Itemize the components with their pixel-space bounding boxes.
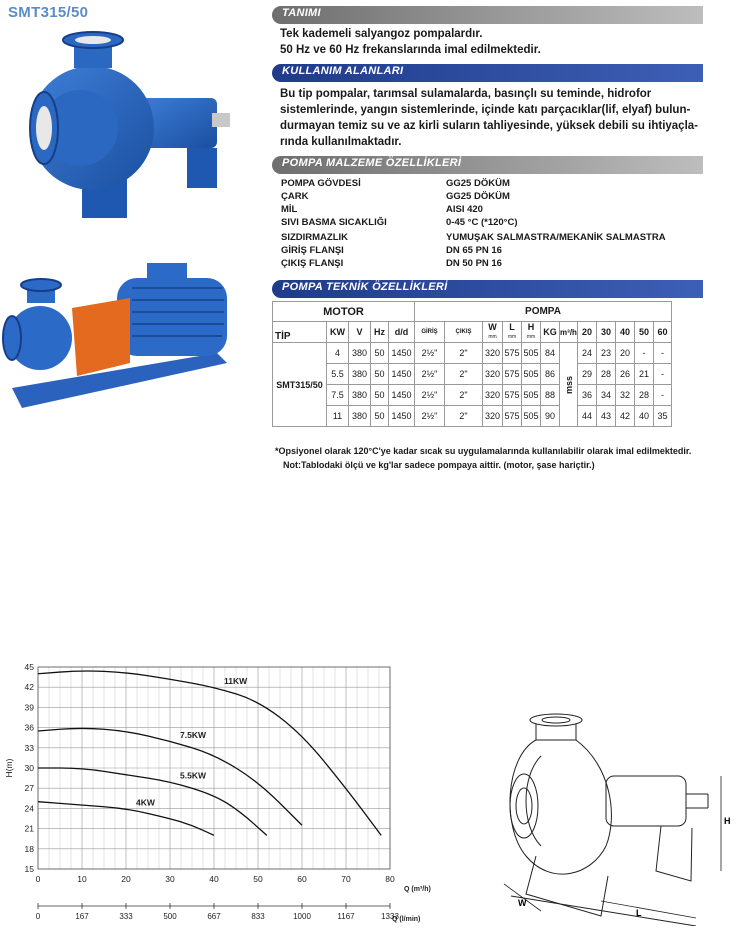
- col-header: [503, 322, 522, 343]
- table-cell: 2½": [415, 364, 445, 385]
- series-label: 4KW: [136, 797, 155, 808]
- table-cell: 28: [597, 364, 616, 385]
- col-header-label: H: [527, 322, 535, 332]
- table-cell: 320: [483, 364, 503, 385]
- dim-w-label: W: [518, 898, 527, 908]
- y-tick-label: 24: [24, 803, 34, 814]
- x2-tick-label: 1000: [293, 912, 311, 921]
- note-optional: *Opsiyonel olarak 120°C'ye kadar sıcak su uygulamalarında kullanılabilir olarak imal edilmektedir.: [275, 446, 692, 456]
- flow-value: 50: [635, 322, 654, 343]
- table-cell: 86: [541, 364, 560, 385]
- table-row: [273, 385, 672, 406]
- y-tick-label: 39: [24, 702, 34, 713]
- table-cell: 2½": [415, 385, 445, 406]
- description-line-1: Tek kademeli salyangoz pompalardır.: [280, 28, 483, 40]
- table-cell: 7.5: [327, 385, 349, 406]
- x-tick-label: 80: [385, 874, 395, 884]
- table-cell: 42: [616, 406, 635, 427]
- material-value: GG25 DÖKÜM: [446, 178, 510, 189]
- x2-tick-label: 500: [163, 912, 177, 921]
- table-cell: 505: [522, 364, 541, 385]
- description-line-2: 50 Hz ve 60 Hz frekanslarında imal edilmektedir.: [280, 44, 541, 56]
- col-header-label: W: [488, 322, 497, 332]
- table-cell: 575: [503, 406, 522, 427]
- spec-table: [272, 301, 672, 427]
- table-cell: 2½": [415, 406, 445, 427]
- table-cell: 50: [371, 364, 389, 385]
- table-cell: 505: [522, 343, 541, 364]
- y-axis-label: H(m): [4, 758, 14, 778]
- dimension-drawing: [496, 706, 736, 926]
- table-cell: 50: [371, 406, 389, 427]
- table-cell: 36: [578, 385, 597, 406]
- table-cell: 505: [522, 385, 541, 406]
- material-key: POMPA GÖVDESİ: [281, 178, 361, 189]
- flow-value: 40: [616, 322, 635, 343]
- material-key: GİRİŞ FLANŞI: [281, 245, 344, 256]
- pump-image-bare: [22, 28, 237, 228]
- section-title-tanimi: TANIMI: [282, 7, 321, 19]
- unit-label: mm: [526, 334, 536, 340]
- table-cell: 380: [349, 343, 371, 364]
- material-value: DN 65 PN 16: [446, 245, 502, 256]
- x2-tick-label: 1333: [381, 912, 399, 921]
- y-tick-label: 30: [24, 763, 34, 773]
- table-cell: 20: [616, 343, 635, 364]
- table-cell: 50: [371, 385, 389, 406]
- chart-series: [38, 671, 381, 835]
- table-cell: 380: [349, 385, 371, 406]
- table-cell: 1450: [389, 364, 415, 385]
- x2-tick-label: 0: [35, 912, 41, 921]
- x2-tick-label: 333: [119, 912, 133, 921]
- y-tick-label: 21: [24, 823, 34, 834]
- section-title-teknik: POMPA TEKNİK ÖZELLİKLERİ: [282, 281, 448, 293]
- material-value: AISI 420: [446, 204, 483, 215]
- table-cell: 24: [578, 343, 597, 364]
- chart-grid: [38, 667, 390, 869]
- series-label: 7.5KW: [180, 730, 206, 741]
- motor-header: MOTOR: [273, 302, 415, 322]
- material-value: GG25 DÖKÜM: [446, 191, 510, 202]
- table-cell: 44: [578, 406, 597, 427]
- y-tick-label: 15: [24, 864, 34, 874]
- col-header-label: L: [509, 322, 515, 332]
- table-cell: 2½": [415, 343, 445, 364]
- table-cell: 2": [445, 385, 483, 406]
- table-cell: 32: [616, 385, 635, 406]
- x-tick-label: 10: [77, 874, 87, 884]
- usage-line-3: durmayan temiz su ve az kirli suların tahliyesinde, yüksek debili su ihtiyaçla-: [280, 120, 698, 132]
- col-header: KW: [327, 322, 349, 343]
- table-cell: 320: [483, 385, 503, 406]
- flow-header: m³/h: [560, 322, 578, 343]
- table-cell: -: [654, 343, 672, 364]
- flow-value: 30: [597, 322, 616, 343]
- unit-label: mm: [507, 334, 517, 340]
- table-cell: 40: [635, 406, 654, 427]
- y-tick-label: 42: [24, 682, 34, 693]
- table-row: [273, 364, 672, 385]
- x-axis-label: Q (m³/h): [404, 886, 431, 893]
- x2-tick-label: 167: [75, 912, 89, 921]
- col-header: V: [349, 322, 371, 343]
- section-title-malzeme: POMPA MALZEME ÖZELLİKLERİ: [282, 157, 462, 169]
- unit-label: mm: [488, 334, 497, 340]
- table-cell: 380: [349, 406, 371, 427]
- col-header: ÇIKIŞ: [445, 322, 483, 343]
- table-cell: 320: [483, 406, 503, 427]
- table-cell: 43: [597, 406, 616, 427]
- table-cell: 2": [445, 406, 483, 427]
- model-title: SMT315/50: [8, 4, 89, 21]
- col-header: [483, 322, 503, 343]
- table-cell: 575: [503, 385, 522, 406]
- usage-line-1: Bu tip pompalar, tarımsal sulamalarda, basınçlı su teminde, hidrofor: [280, 88, 652, 100]
- table-cell: 21: [635, 364, 654, 385]
- x-tick-label: 70: [341, 874, 351, 884]
- note-table: Not:Tablodaki ölçü ve kg'lar sadece pompaya aittir. (motor, şase hariçtir.): [283, 460, 595, 470]
- x-tick-label: 30: [165, 874, 175, 884]
- tip-value: SMT315/50: [273, 343, 327, 427]
- table-cell: 50: [371, 343, 389, 364]
- col-header: GİRİŞ: [415, 322, 445, 343]
- section-title-kullanim: KULLANIM ALANLARI: [282, 65, 404, 77]
- section-bar-kullanim: [272, 64, 703, 82]
- table-cell: 84: [541, 343, 560, 364]
- section-bar-teknik: [272, 280, 703, 298]
- x2-axis-label: Q (l/min): [392, 916, 421, 923]
- col-header: [522, 322, 541, 343]
- table-cell: 28: [635, 385, 654, 406]
- material-key: ÇIKIŞ FLANŞI: [281, 258, 344, 269]
- table-cell: 1450: [389, 385, 415, 406]
- section-bar-malzeme: [272, 156, 703, 174]
- tip-header: TİP: [273, 322, 327, 343]
- section-bar-tanimi: [272, 6, 703, 24]
- y-tick-label: 18: [24, 843, 34, 854]
- table-cell: 23: [597, 343, 616, 364]
- pompa-header: POMPA: [415, 302, 672, 322]
- table-cell: -: [654, 364, 672, 385]
- flow-value: 60: [654, 322, 672, 343]
- series-label: 11KW: [224, 676, 248, 687]
- series-line: [38, 671, 381, 835]
- table-cell: 11: [327, 406, 349, 427]
- material-value: 0-45 °C (*120°C): [446, 217, 518, 228]
- col-header: d/d: [389, 322, 415, 343]
- usage-line-2: sistemlerinde, yangın sistemlerinde, içinde katı parçacıklar(lif, elyaf) bulun-: [280, 104, 691, 116]
- table-cell: 5.5: [327, 364, 349, 385]
- table-cell: 90: [541, 406, 560, 427]
- x-tick-label: 0: [35, 874, 41, 884]
- table-cell: 1450: [389, 406, 415, 427]
- table-cell: 26: [616, 364, 635, 385]
- pump-motor-image: [2, 258, 237, 418]
- dim-l-label: L: [636, 908, 642, 918]
- table-cell: 2": [445, 364, 483, 385]
- y-tick-label: 36: [24, 722, 34, 733]
- chart-ticks: [25, 662, 400, 921]
- table-cell: 2": [445, 343, 483, 364]
- table-cell: 380: [349, 364, 371, 385]
- table-cell: 575: [503, 343, 522, 364]
- material-key: ÇARK: [281, 191, 309, 202]
- table-cell: 320: [483, 343, 503, 364]
- x-tick-label: 20: [121, 874, 131, 884]
- flow-value: 20: [578, 322, 597, 343]
- x2-tick-label: 667: [207, 912, 221, 921]
- material-key: SIZDIRMAZLIK: [281, 232, 349, 243]
- table-cell: -: [654, 385, 672, 406]
- x2-tick-label: 833: [251, 912, 265, 921]
- table-cell: 1450: [389, 343, 415, 364]
- performance-chart: [0, 655, 440, 927]
- series-label: 5.5KW: [180, 770, 206, 781]
- table-cell: 35: [654, 406, 672, 427]
- table-cell: 34: [597, 385, 616, 406]
- x-tick-label: 40: [209, 874, 219, 884]
- y-tick-label: 33: [24, 742, 34, 753]
- material-value: DN 50 PN 16: [446, 258, 502, 269]
- table-cell: -: [635, 343, 654, 364]
- table-row: [273, 343, 672, 364]
- col-header: KG: [541, 322, 560, 343]
- x2-tick-label: 1167: [337, 912, 355, 921]
- x-tick-label: 50: [253, 874, 263, 884]
- table-cell: 29: [578, 364, 597, 385]
- mss-label: mss: [560, 343, 578, 427]
- table-cell: 505: [522, 406, 541, 427]
- material-value: YUMUŞAK SALMASTRA/MEKANİK SALMASTRA: [446, 232, 666, 243]
- y-tick-label: 45: [24, 662, 34, 672]
- table-row: [273, 406, 672, 427]
- dim-h-label: H: [724, 816, 731, 826]
- material-key: SIVI BASMA SICAKLIĞI: [281, 217, 387, 228]
- table-cell: 4: [327, 343, 349, 364]
- col-header: Hz: [371, 322, 389, 343]
- table-cell: 88: [541, 385, 560, 406]
- x-tick-label: 60: [297, 874, 307, 884]
- material-key: MİL: [281, 204, 298, 215]
- y-tick-label: 27: [24, 783, 34, 794]
- table-cell: 575: [503, 364, 522, 385]
- usage-line-4: rında kullanılmaktadır.: [280, 136, 402, 148]
